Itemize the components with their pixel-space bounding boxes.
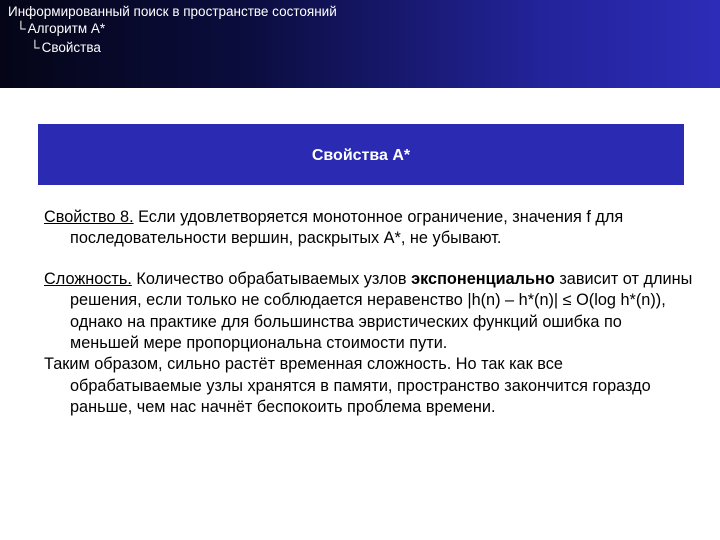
property-8-paragraph bbox=[44, 207, 694, 250]
slide-title: Свойства A* bbox=[311, 147, 411, 164]
complexity-text-after: зависит от длины решения, если только не соблюдается неравенство |h(n) – h*(n)| ≤ O(log h*(n)), однако на практике для большинства эвристических функций ошибка по меньшей мере пропорциональна стоимости пути. bbox=[70, 269, 693, 353]
slide-title-box bbox=[38, 124, 684, 185]
breadcrumb-level-3-label: Свойства bbox=[41, 40, 101, 55]
complexity-bold-word: экспоненциально bbox=[411, 269, 555, 288]
property-8-text: Если удовлетворяется монотонное ограничение, значения f для последовательности вершин, раскрытых A*, не убывают. bbox=[70, 208, 624, 248]
breadcrumb-level-2 bbox=[16, 21, 105, 37]
tree-branch-icon: └ bbox=[30, 40, 40, 55]
breadcrumb-level-2-label: Алгоритм A* bbox=[27, 21, 106, 36]
conclusion-text: Таким образом, сильно растёт временная сложность. Но так как все обрабатываемые узлы хранятся в памяти, пространство закончится гораздо раньше, чем нас начнёт беспокоить проблема времени. bbox=[44, 355, 651, 417]
complexity-term: Сложность. bbox=[44, 269, 132, 288]
property-8-term: Свойство 8. bbox=[44, 208, 134, 226]
complexity-paragraph bbox=[44, 269, 694, 355]
tree-branch-icon: └ bbox=[16, 21, 26, 36]
complexity-text-before: Количество обрабатываемых узлов bbox=[131, 269, 412, 288]
conclusion-paragraph bbox=[44, 354, 694, 418]
slide-content bbox=[44, 207, 694, 419]
breadcrumb-level-3 bbox=[30, 40, 101, 56]
breadcrumb-level-1: Информированный поиск в пространстве состояний bbox=[8, 4, 337, 19]
header-bar bbox=[0, 0, 720, 88]
